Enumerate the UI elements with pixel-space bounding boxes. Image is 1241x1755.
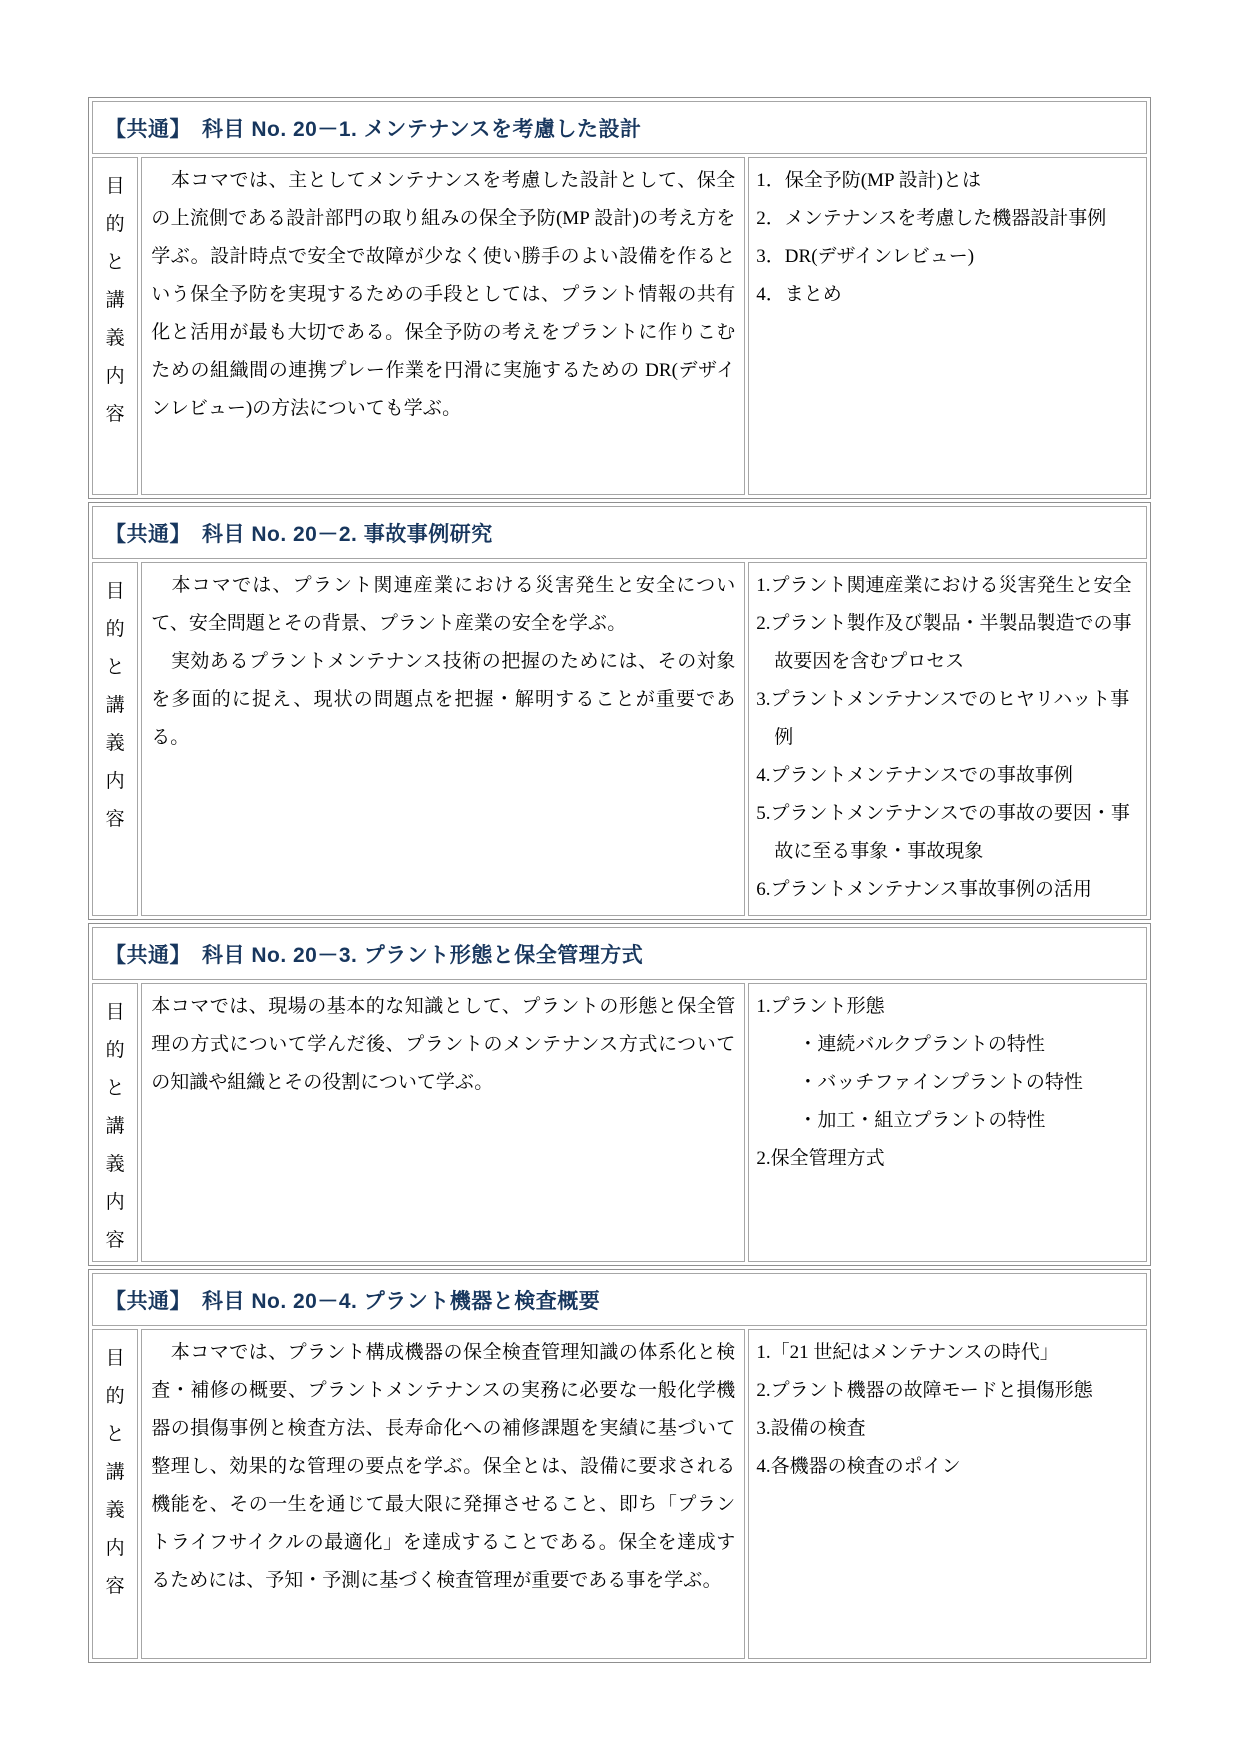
section-4-topics-cell bbox=[748, 1329, 1147, 1659]
section-2-purpose-cell bbox=[92, 562, 138, 916]
section-table-4 bbox=[88, 1269, 1151, 1663]
topic-item: 4．まとめ bbox=[756, 284, 842, 305]
topic-item: 3.設備の検査 bbox=[756, 1418, 866, 1439]
section-1-topics-cell bbox=[748, 157, 1147, 495]
section-1-header: 【共通】 科目 No. 20－1. メンテナンスを考慮した設計 bbox=[92, 101, 1147, 154]
topic-item: 5.プラントメンテナンスでの事故の要因・事故に至る事象・事故現象 bbox=[756, 803, 1130, 862]
topic-subitem: ・連続バルクプラントの特性 bbox=[798, 1034, 1045, 1055]
section-table-2 bbox=[88, 502, 1151, 920]
topic-item: 6.プラントメンテナンス事故事例の活用 bbox=[756, 879, 1092, 900]
topic-item: 1．保全予防(MP 設計)とは bbox=[756, 170, 981, 191]
description-paragraph: 本コマでは、現場の基本的な知識として、プラントの形態と保全管理の方式について学んだ後、プラントのメンテナンス方式についての知識や組織とその役割について学ぶ。 bbox=[151, 996, 736, 1093]
topic-item: 3．DR(デザインレビュー) bbox=[756, 246, 975, 267]
topic-item: 2.プラント製作及び製品・半製品製造での事故要因を含むプロセス bbox=[756, 613, 1132, 672]
purpose-label: 目的と講義内容 bbox=[105, 1002, 125, 1251]
topic-item: 1.プラント関連産業における災害発生と安全 bbox=[756, 575, 1132, 596]
section-3-topics-cell bbox=[748, 983, 1147, 1262]
section-table-3 bbox=[88, 923, 1151, 1266]
section-3-purpose-cell bbox=[92, 983, 138, 1262]
topic-item: 2.プラント機器の故障モードと損傷形態 bbox=[756, 1380, 1093, 1401]
section-4-header: 【共通】 科目 No. 20－4. プラント機器と検査概要 bbox=[92, 1273, 1147, 1326]
section-4-description-cell bbox=[141, 1329, 745, 1659]
section-3-description-cell bbox=[141, 983, 745, 1262]
section-2-body-row bbox=[92, 562, 1147, 916]
topic-item: 1.プラント形態 bbox=[756, 996, 885, 1017]
section-1-purpose-cell bbox=[92, 157, 138, 495]
section-4-header-row bbox=[92, 1273, 1147, 1326]
description-paragraph: 本コマでは、プラント構成機器の保全検査管理知識の体系化と検査・補修の概要、プラントメンテナンスの実務に必要な一般化学機器の損傷事例と検査方法、長寿命化への補修課題を実績に基づいて整理し、効果的な管理の要点を学ぶ。保全とは、設備に要求される機能を、その一生を通じて最大限に発揮させること、即ち「プラントライフサイクルの最適化」を達成することである。保全を達成するためには、予知・予測に基づく検査管理が重要である事を学ぶ。 bbox=[151, 1342, 736, 1591]
section-3-header-row bbox=[92, 927, 1147, 980]
section-4-purpose-cell bbox=[92, 1329, 138, 1659]
topic-item: 4.プラントメンテナンスでの事故事例 bbox=[756, 765, 1073, 786]
section-3-body-row bbox=[92, 983, 1147, 1262]
section-1-description-cell bbox=[141, 157, 745, 495]
section-1-body-row bbox=[92, 157, 1147, 495]
topic-item: 3.プラントメンテナンスでのヒヤリハット事例 bbox=[756, 689, 1130, 748]
section-2-header-row bbox=[92, 506, 1147, 559]
section-table-1 bbox=[88, 97, 1151, 499]
description-paragraph: 本コマでは、主としてメンテナンスを考慮した設計として、保全の上流側である設計部門の取り組みの保全予防(MP 設計)の考え方を学ぶ。設計時点で安全で故障が少なく使い勝手のよい設備を作るという保全予防を実現するための手段としては、プラント情報の共有化と活用が最も大切である。保全予防の考えをプラントに作りこむための組織間の連携プレー作業を円滑に実施するための DR(デザインレビュー)の方法についても学ぶ。 bbox=[151, 170, 736, 419]
section-3-header: 【共通】 科目 No. 20－3. プラント形態と保全管理方式 bbox=[92, 927, 1147, 980]
section-2-header: 【共通】 科目 No. 20－2. 事故事例研究 bbox=[92, 506, 1147, 559]
topic-item: 2.保全管理方式 bbox=[756, 1148, 885, 1169]
topic-item: 4.各機器の検査のポイン bbox=[756, 1456, 961, 1477]
topic-subitem: ・バッチファインプラントの特性 bbox=[798, 1072, 1083, 1093]
topic-subitem: ・加工・組立プラントの特性 bbox=[798, 1110, 1046, 1131]
topic-item: 2．メンテナンスを考慮した機器設計事例 bbox=[756, 208, 1107, 229]
section-4-body-row bbox=[92, 1329, 1147, 1659]
purpose-label: 目的と講義内容 bbox=[105, 176, 125, 425]
topic-item: 1.「21 世紀はメンテナンスの時代」 bbox=[756, 1342, 1059, 1363]
section-2-description-cell bbox=[141, 562, 745, 916]
section-1-header-row bbox=[92, 101, 1147, 154]
section-2-topics-cell bbox=[748, 562, 1147, 916]
syllabus-page bbox=[88, 97, 1151, 1666]
description-paragraph: 実効あるプラントメンテナンス技術の把握のためには、その対象を多面的に捉え、現状の問題点を把握・解明することが重要である。 bbox=[151, 651, 736, 748]
purpose-label: 目的と講義内容 bbox=[105, 581, 125, 830]
purpose-label: 目的と講義内容 bbox=[105, 1348, 125, 1597]
description-paragraph: 本コマでは、プラント関連産業における災害発生と安全について、安全問題とその背景、プラント産業の安全を学ぶ。 bbox=[151, 575, 736, 634]
